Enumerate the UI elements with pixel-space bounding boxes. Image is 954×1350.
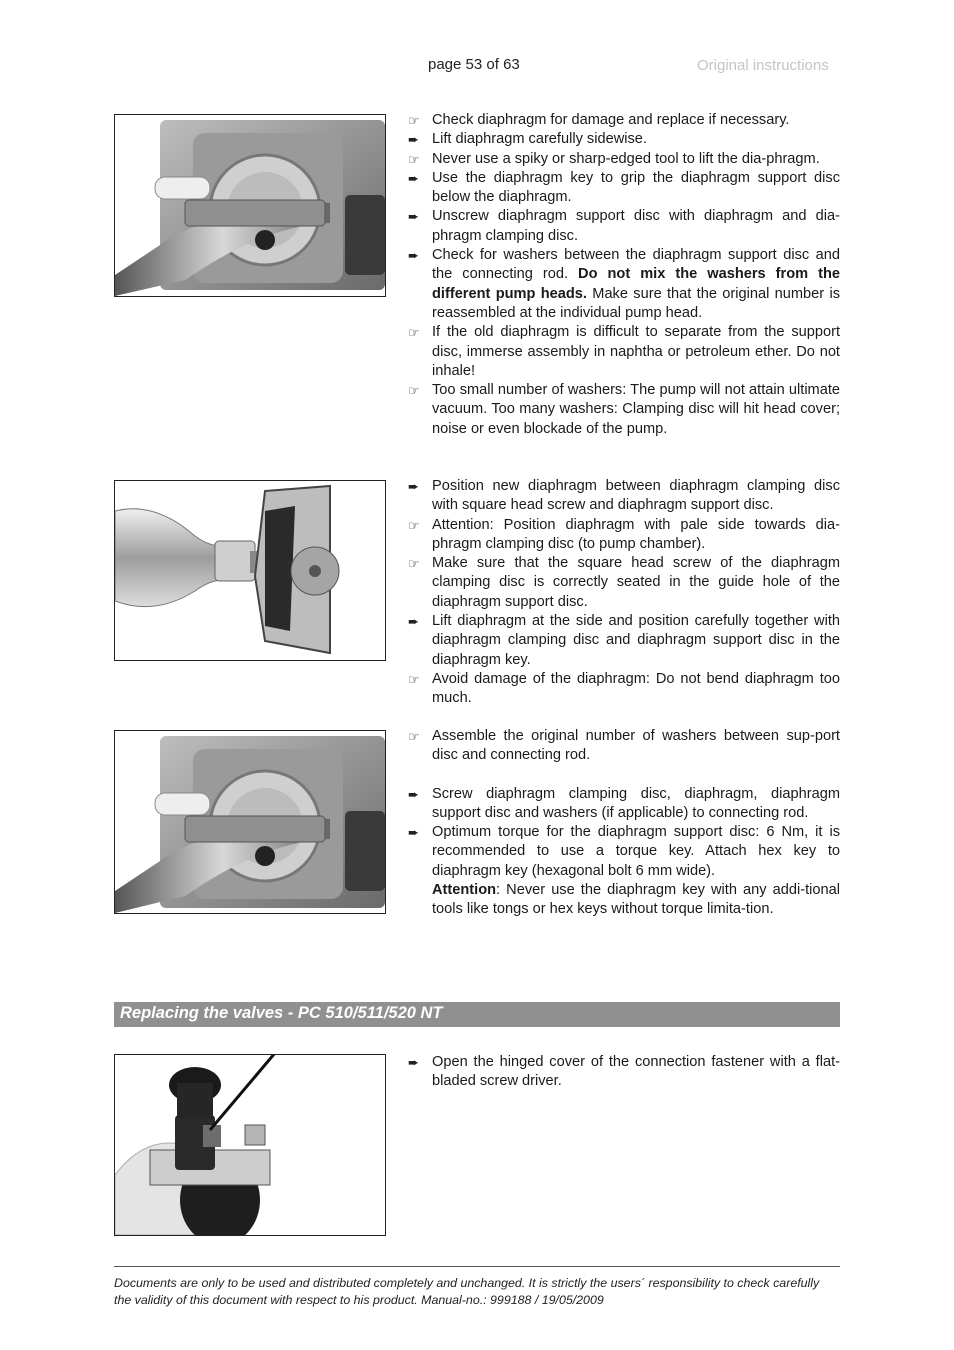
note-hand-icon: ☞	[408, 325, 420, 341]
arrow-right-icon: ➨	[408, 209, 419, 225]
list-item	[408, 130, 840, 149]
list-item-text: Attention: Position diaphragm with pale side towards dia-phragm clamping disc (to pump chamber).	[432, 516, 840, 552]
list-item-text: Lift diaphragm at the side and position carefully together with diaphragm clamping disc and diaphragm support disc in the diaphragm key.	[432, 613, 840, 668]
list-item-text: Never use a spiky or sharp-edged tool to lift the dia-phragm.	[432, 150, 820, 167]
footer-line: Documents are only to be used and distributed completely and unchanged. It is strictly the users´ responsibility to check carefully	[114, 1276, 820, 1290]
note-hand-icon: ☞	[408, 151, 420, 167]
instructions-diaphragm-reassembly	[408, 727, 840, 920]
arrow-right-icon: ➨	[408, 825, 419, 841]
note-hand-icon: ☞	[408, 383, 420, 399]
photo-diaphragm-removal	[114, 114, 386, 297]
page-number: page 53 of 63	[428, 56, 520, 73]
list-item-text: Check for washers between the diaphragm support disc and the connecting rod.	[432, 247, 840, 283]
list-item-text: Avoid damage of the diaphragm: Do not bend diaphragm too much.	[432, 670, 840, 707]
list-item	[408, 670, 840, 709]
arrow-right-icon: ➨	[408, 479, 419, 494]
section-title: Replacing the valves - PC 510/511/520 NT	[120, 1004, 443, 1022]
spacer	[408, 766, 840, 785]
list-item-text: If the old diaphragm is difficult to separate from the support disc, immerse assembly in naphtha or petroleum ether. Do not inhale!	[432, 324, 840, 379]
section-heading	[114, 1002, 840, 1027]
note-hand-icon: ☞	[408, 556, 420, 572]
attention-note	[408, 881, 840, 920]
list-item-text: Make sure that the original number is reassembled at the individual pump head.	[432, 285, 840, 321]
photo-connection-fastener	[114, 1054, 386, 1236]
list-item	[408, 169, 840, 208]
list-item	[408, 823, 840, 881]
list-item	[408, 1053, 840, 1092]
note-hand-icon: ☞	[408, 113, 420, 128]
list-item	[408, 516, 840, 555]
warning-text: Do not mix the washers from the different pump heads.	[432, 266, 840, 302]
list-item	[408, 727, 840, 766]
arrow-right-icon: ➨	[408, 248, 419, 264]
list-item	[408, 246, 840, 323]
list-item	[408, 150, 840, 169]
photo-diaphragm-key-assembly	[114, 480, 386, 661]
attention-text: : Never use the diaphragm key with any addi-tional tools like tongs or hex keys without torque limita-tion.	[432, 882, 840, 918]
list-item-text: Check diaphragm for damage and replace if necessary.	[432, 112, 790, 128]
instructions-valve-replacement	[408, 1053, 840, 1092]
footer-divider	[114, 1266, 840, 1267]
arrow-right-icon: ➨	[408, 170, 419, 186]
list-item-text: Make sure that the square head screw of the diaphragm clamping disc is correctly seated in the guide hole of the diaphragm support disc.	[432, 555, 840, 610]
list-item	[408, 207, 840, 246]
list-item-text: Lift diaphragm carefully sidewise.	[432, 131, 647, 148]
attention-label: Attention	[432, 882, 497, 899]
arrow-right-icon: ➨	[408, 132, 419, 148]
list-item-text: Assemble the original number of washers between sup-port disc and connecting rod.	[432, 728, 840, 764]
note-hand-icon: ☞	[408, 729, 420, 744]
list-item-text: Position new diaphragm between diaphragm clamping disc with square head screw and diaphragm support disc.	[432, 478, 840, 514]
photo-diaphragm-reassembly	[114, 730, 386, 914]
note-hand-icon: ☞	[408, 671, 420, 687]
list-item	[408, 323, 840, 381]
list-item-text: Too small number of washers: The pump will not attain ultimate vacuum. Too many washers: Clamping disc will hit head cover; noise or even blockade of the pump.	[432, 382, 840, 437]
list-item-text: Open the hinged cover of the connection fastener with a flat-bladed screw driver.	[432, 1054, 840, 1090]
list-item	[408, 381, 840, 439]
note-hand-icon: ☞	[408, 517, 420, 533]
arrow-right-icon: ➨	[408, 1055, 419, 1070]
instructions-diaphragm-positioning	[408, 477, 840, 709]
list-item	[408, 554, 840, 612]
list-item	[408, 612, 840, 670]
header-label: Original instructions	[697, 57, 829, 74]
footer-line: the validity of this document with respect to his product. Manual-no.: 999188 / 19/05/2009	[114, 1292, 604, 1307]
list-item	[408, 477, 840, 516]
list-item-text: Optimum torque for the diaphragm support disc: 6 Nm, it is recommended to use a torque key. Attach hex key to diaphragm key (hexagonal bolt 6 mm wide).	[432, 824, 840, 879]
list-item	[408, 785, 840, 824]
arrow-right-icon: ➨	[408, 614, 419, 630]
arrow-right-icon: ➨	[408, 786, 419, 802]
list-item-text: Use the diaphragm key to grip the diaphragm support disc below the diaphragm.	[432, 169, 840, 206]
list-item	[408, 111, 840, 130]
instructions-diaphragm-removal	[408, 111, 840, 439]
list-item-text: Unscrew diaphragm support disc with diaphragm and dia-phragm clamping disc.	[432, 208, 840, 244]
list-item-text: Screw diaphragm clamping disc, diaphragm, diaphragm support disc and washers (if applicable) to connecting rod.	[432, 785, 840, 821]
page-footer	[114, 1275, 844, 1308]
